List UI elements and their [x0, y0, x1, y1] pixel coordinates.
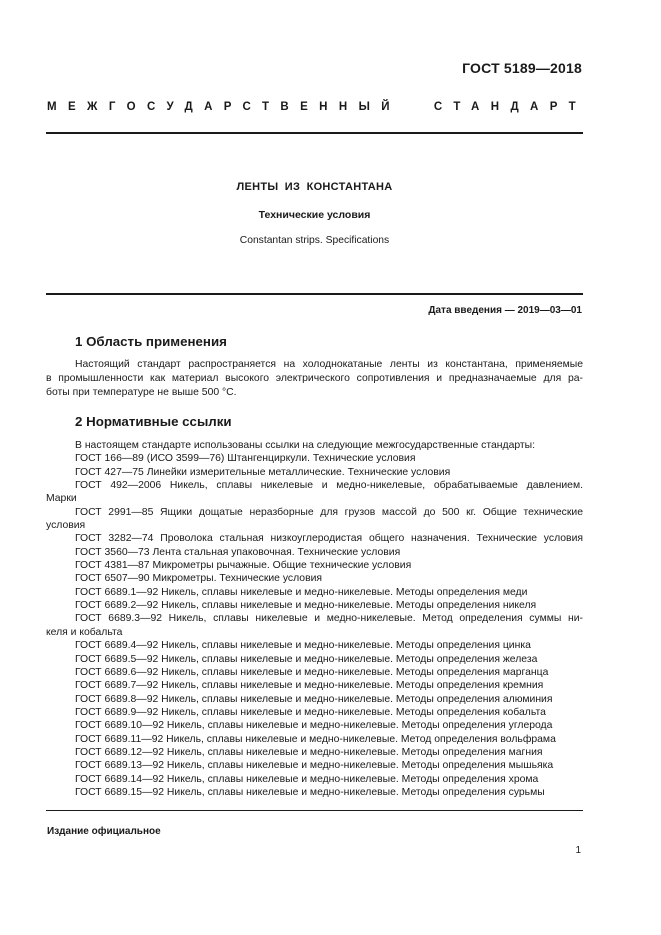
- normative-references-list: [46, 439, 583, 799]
- section2-heading: 2 Нормативные ссылки: [75, 414, 232, 429]
- reference-line: ГОСТ 6689.14—92 Никель, сплавы никелевые и медно-никелевые. Методы определения хрома: [75, 773, 539, 785]
- edition-note: Издание официальное: [47, 826, 161, 837]
- intro-date: Дата введения — 2019—03—01: [428, 305, 582, 316]
- reference-line: ГОСТ 6689.1—92 Никель, сплавы никелевые и медно-никелевые. Методы определения меди: [75, 586, 528, 598]
- reference-line: ГОСТ 6689.4—92 Никель, сплавы никелевые и медно-никелевые. Методы определения цинка: [75, 640, 531, 652]
- reference-line: Марки: [46, 493, 77, 505]
- reference-line: ГОСТ 427—75 Линейки измерительные металлические. Технические условия: [75, 466, 451, 478]
- standard-banner: [47, 101, 587, 113]
- page-number: 1: [575, 845, 581, 856]
- reference-line: ГОСТ 3560—73 Лента стальная упаковочная. Технические условия: [75, 546, 401, 558]
- reference-line: ГОСТ 4381—87 Микрометры рычажные. Общие технические условия: [75, 560, 412, 572]
- reference-line: В настоящем стандарте использованы ссылки на следующие межгосударственные стандарты:: [75, 440, 536, 451]
- reference-line: ГОСТ 2991—85 Ящики дощатые неразборные для грузов массой до 500 кг. Общие технические: [75, 506, 583, 518]
- reference-line: ГОСТ 3282—74 Проволока стальная низкоуглеродистая общего назначения. Технические условия: [75, 533, 583, 545]
- reference-line: ГОСТ 6689.12—92 Никель, сплавы никелевые и медно-никелевые. Методы определения магния: [75, 746, 543, 758]
- reference-line: ГОСТ 6689.15—92 Никель, сплавы никелевые и медно-никелевые. Методы определения сурьмы: [75, 786, 545, 798]
- document-title: ЛЕНТЫ ИЗ КОНСТАНТАНА: [236, 181, 393, 193]
- reference-line: ГОСТ 6689.5—92 Никель, сплавы никелевые и медно-никелевые. Методы определения железа: [75, 653, 538, 665]
- reference-line: ГОСТ 6689.13—92 Никель, сплавы никелевые и медно-никелевые. Методы определения мышьяка: [75, 760, 554, 772]
- reference-line: ГОСТ 6689.11—92 Никель, сплавы никелевые и медно-никелевые. Метод определения вольфрама: [75, 733, 556, 745]
- banner-left: МЕЖГОСУДАРСТВЕННЫЙ: [47, 101, 401, 113]
- english-title: Constantan strips. Specifications: [239, 235, 390, 246]
- reference-line: ГОСТ 6689.2—92 Никель, сплавы никелевые и медно-никелевые. Методы определения никеля: [75, 600, 537, 612]
- reference-line: ГОСТ 6689.7—92 Никель, сплавы никелевые и медно-никелевые. Методы определения кремния: [75, 680, 544, 692]
- document-subtitle: Технические условия: [258, 209, 371, 221]
- reference-line: ГОСТ 6689.3—92 Никель, сплавы никелевые и медно-никелевые. Метод определения суммы ни-: [75, 613, 583, 625]
- banner-right: СТАНДАРТ: [433, 101, 588, 113]
- reference-line: ГОСТ 492—2006 Никель, сплавы никелевые и медно-никелевые, обрабатываемые давлением.: [75, 480, 583, 492]
- reference-line: ГОСТ 6689.10—92 Никель, сплавы никелевые и медно-никелевые. Методы определения углерода: [75, 720, 553, 732]
- section1-heading: 1 Область применения: [75, 334, 227, 349]
- section1-paragraph: [46, 358, 583, 400]
- reference-line: ГОСТ 6507—90 Микрометры. Технические условия: [75, 573, 323, 585]
- paragraph-line: в промышленности как материал высокого электрического сопротивления и предназначаемые для ра-: [46, 373, 583, 384]
- reference-line: келя и кобальта: [46, 626, 123, 638]
- document-code: ГОСТ 5189—2018: [462, 60, 582, 76]
- reference-line: ГОСТ 6689.6—92 Никель, сплавы никелевые и медно-никелевые. Методы определения марганца: [75, 666, 549, 678]
- title-divider: [46, 293, 583, 295]
- paragraph-line: боты при температуре не выше 500 °С.: [46, 387, 237, 398]
- reference-line: ГОСТ 6689.9—92 Никель, сплавы никелевые и медно-никелевые. Методы определения кобальта: [75, 706, 546, 718]
- reference-line: условия: [46, 520, 86, 532]
- footer-divider: [46, 810, 583, 811]
- reference-line: ГОСТ 6689.8—92 Никель, сплавы никелевые и медно-никелевые. Методы определения алюминия: [75, 693, 553, 705]
- top-divider: [46, 132, 583, 134]
- reference-line: ГОСТ 166—89 (ИСО 3599—76) Штангенциркули. Технические условия: [75, 453, 416, 465]
- paragraph-line: Настоящий стандарт распространяется на холоднокатаные ленты из константана, применяемые: [75, 359, 583, 370]
